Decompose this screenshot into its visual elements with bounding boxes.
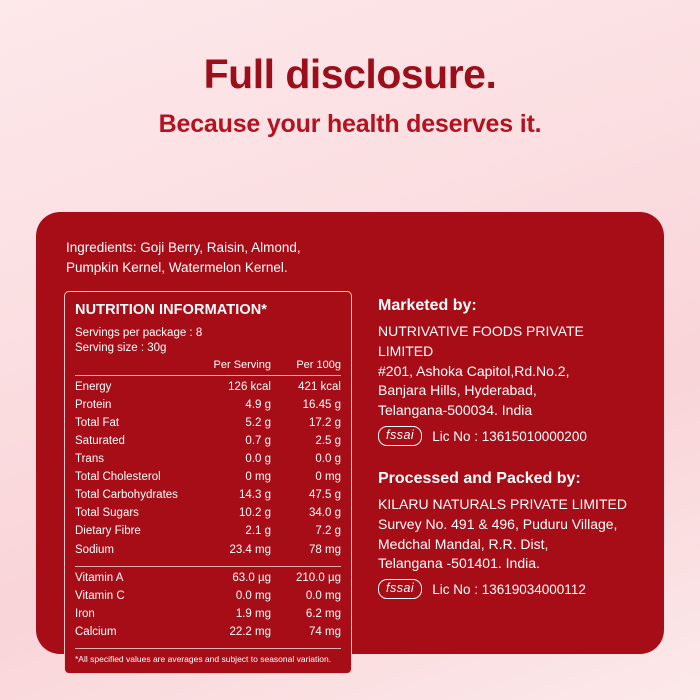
ingredients-text: Ingredients: Goji Berry, Raisin, Almond, Pumpkin Kernel, Watermelon Kernel. <box>66 240 301 275</box>
fssai-logo-icon: fssai <box>378 579 422 599</box>
table-row <box>75 541 341 559</box>
marketed-by-line-3: Banjara Hills, Hyderabad, <box>378 382 537 399</box>
page-subtitle: Because your health deserves it. <box>158 110 542 139</box>
nutrient-name: Energy <box>75 375 197 396</box>
nutrient-per-100g: 7.2 g <box>315 525 341 538</box>
nutrient-per-serving: 0.0 g <box>245 453 271 465</box>
nutrient-per-100g: 78 mg <box>309 543 341 556</box>
marketed-by-line-2: #201, Ashoka Capitol,Rd.No.2, <box>378 362 570 379</box>
processed-by-line-3: Medchal Mandal, R.R. Dist, <box>378 535 549 552</box>
table-row <box>75 606 341 624</box>
company-info <box>378 291 636 674</box>
nutrient-name: Sodium <box>75 543 114 556</box>
nutrient-name: Saturated <box>75 434 125 447</box>
nutrient-name: Total Sugars <box>75 507 139 520</box>
servings-per-package: Servings per package : 8 <box>75 326 203 339</box>
nutrient-name: Total Cholesterol <box>75 471 161 484</box>
table-row <box>75 375 341 396</box>
nutrient-per-100g: 74 mg <box>309 626 341 639</box>
nutrient-per-100g: 0.0 mg <box>305 589 341 602</box>
table-row <box>75 414 341 432</box>
nutrient-per-100g: 2.5 g <box>315 434 341 447</box>
nutrient-per-serving: 0 mg <box>245 471 271 484</box>
table-row <box>75 566 341 587</box>
nutrient-per-serving: 126 kcal <box>197 375 271 396</box>
marketed-by-fssai <box>378 426 636 446</box>
nutrient-name: Calcium <box>75 626 117 639</box>
card-body <box>64 291 636 674</box>
nutrient-per-serving: 14.3 g <box>239 489 271 502</box>
column-header-per-serving: Per Serving <box>197 357 271 375</box>
nutrient-per-serving: 10.2 g <box>239 507 271 520</box>
nutrient-per-serving: 5.2 g <box>245 416 271 429</box>
processed-by-block <box>378 468 636 599</box>
nutrition-title: NUTRITION INFORMATION* <box>75 302 268 319</box>
nutrient-per-serving: 0.0 mg <box>235 589 271 602</box>
nutrient-name: Vitamin A <box>75 566 197 587</box>
table-spacer <box>75 559 341 566</box>
nutrient-per-100g: 17.2 g <box>309 416 341 429</box>
processed-by-line-4: Telangana -501401. India. <box>378 555 540 572</box>
nutrient-per-100g: 0 mg <box>315 471 341 484</box>
table-row <box>75 624 341 642</box>
processed-by-line-1: KILARU NATURALS PRIVATE LIMITED <box>378 495 627 512</box>
marketed-by-license: Lic No : 13615010000200 <box>432 428 587 444</box>
nutrient-per-100g: 34.0 g <box>309 507 341 520</box>
table-row <box>75 396 341 414</box>
table-row <box>75 433 341 451</box>
nutrient-per-serving: 22.2 mg <box>229 626 271 639</box>
nutrition-panel <box>64 291 352 674</box>
nutrition-table-header <box>75 357 341 375</box>
table-row <box>75 487 341 505</box>
table-row <box>75 523 341 541</box>
column-header-nutrient <box>75 357 197 375</box>
nutrient-per-serving: 2.1 g <box>245 525 271 538</box>
marketed-by-heading: Marketed by: <box>378 297 477 315</box>
processed-by-line-2: Survey No. 491 & 496, Puduru Village, <box>378 515 618 532</box>
nutrient-name: Protein <box>75 398 112 411</box>
nutrient-per-100g: 0.0 g <box>315 453 341 465</box>
fssai-logo-icon: fssai <box>378 426 422 446</box>
nutrition-footnote: *All specified values are averages and subject to seasonal variation. <box>75 648 341 665</box>
nutrient-per-100g: 47.5 g <box>309 489 341 502</box>
table-row <box>75 469 341 487</box>
nutrient-per-100g: 210.0 µg <box>271 566 341 587</box>
nutrient-name: Trans <box>75 453 104 465</box>
nutrient-name: Iron <box>75 608 95 621</box>
nutrient-per-100g: 6.2 mg <box>305 608 341 621</box>
processed-by-heading: Processed and Packed by: <box>378 470 581 488</box>
nutrition-table <box>75 357 341 642</box>
page-title: Full disclosure. <box>203 51 497 97</box>
table-row <box>75 505 341 523</box>
nutrient-name: Total Carbohydrates <box>75 489 178 502</box>
table-row <box>75 451 341 469</box>
nutrient-name: Dietary Fibre <box>75 525 141 538</box>
marketed-by-line-4: Telangana-500034. India <box>378 402 533 419</box>
table-row <box>75 588 341 606</box>
nutrient-per-serving: 0.7 g <box>245 434 271 447</box>
nutrient-per-100g: 421 kcal <box>271 375 341 396</box>
processed-by-fssai <box>378 579 636 599</box>
marketed-by-line-1: NUTRIVATIVE FOODS PRIVATE LIMITED <box>378 322 584 359</box>
nutrient-per-serving: 23.4 mg <box>229 543 271 556</box>
nutrient-name: Total Fat <box>75 416 120 429</box>
nutrient-per-serving: 4.9 g <box>245 398 271 411</box>
label-card <box>36 212 664 664</box>
serving-size: Serving size : 30g <box>75 342 167 355</box>
nutrient-per-100g: 16.45 g <box>302 398 341 411</box>
nutrient-per-serving: 63.0 µg <box>197 566 271 587</box>
column-header-per-100g: Per 100g <box>271 357 341 375</box>
nutrient-name: Vitamin C <box>75 589 125 602</box>
processed-by-license: Lic No : 13619034000112 <box>432 581 586 597</box>
marketed-by-block <box>378 295 636 446</box>
nutrient-per-serving: 1.9 mg <box>235 608 271 621</box>
